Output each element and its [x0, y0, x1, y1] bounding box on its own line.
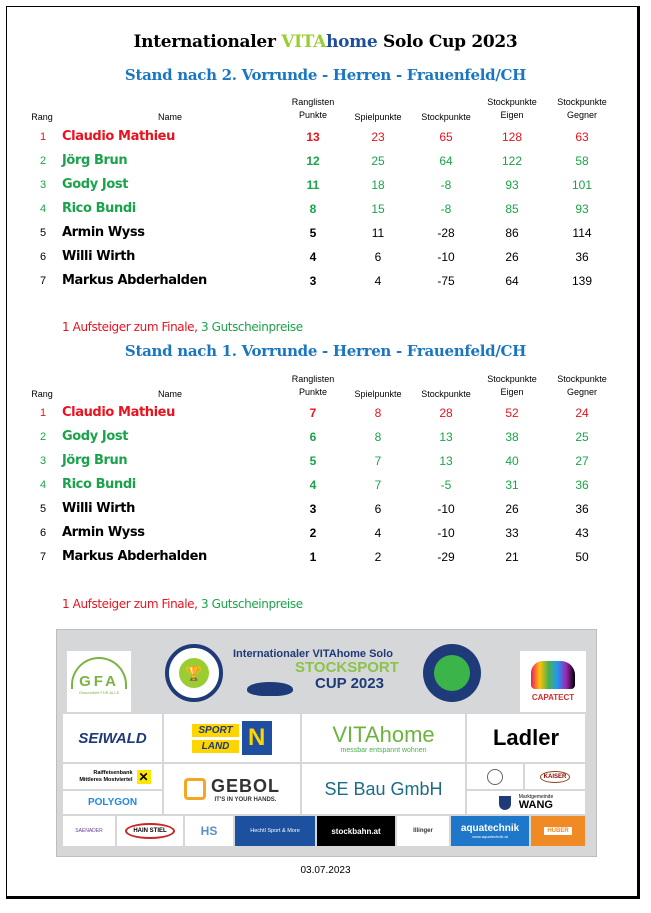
logo-se-bau: SE Bau GmbH	[302, 764, 465, 814]
rank-cell: 2	[39, 155, 47, 167]
name-cell: Claudio Mathieu	[62, 129, 175, 144]
sponsor-banner	[56, 629, 597, 857]
stockpunkte-gegner-cell: 36	[575, 502, 589, 516]
stockpunkte-gegner-cell: 139	[571, 274, 593, 288]
table-row	[0, 173, 651, 197]
note-prizes: 3 Gutscheinpreise	[201, 597, 303, 611]
logo-polygon: POLYGON	[63, 791, 162, 814]
rank-cell: 3	[39, 179, 47, 191]
rank-cell: 7	[39, 275, 47, 287]
rank-cell: 4	[39, 203, 47, 215]
spielpunkte-cell: 4	[374, 526, 382, 540]
name-cell: Willi Wirth	[62, 501, 135, 516]
logo-illinger: Illinger	[397, 816, 449, 846]
logo-gfa: GFA Gesundheit FÜR ALLE	[67, 651, 131, 712]
title-prefix: Internationaler	[133, 32, 282, 52]
col-name: Name	[157, 112, 182, 122]
gebol-g-icon	[184, 778, 206, 800]
table-row	[0, 245, 651, 269]
logo-kaiser: KAISER	[525, 764, 585, 789]
logo-hechtl: Hechtl Sport & More	[235, 816, 315, 846]
title-home: home	[326, 32, 378, 52]
stockpunkte-cell: 65	[439, 130, 453, 144]
logo-capatect: CAPATECT	[520, 651, 586, 712]
ranglisten-punkte-cell: 5	[309, 454, 317, 468]
logo-hs: HS	[185, 816, 233, 846]
name-cell: Markus Abderhalden	[62, 549, 207, 564]
table-row	[0, 497, 651, 521]
logo-stockbahn: stockbahn.at	[317, 816, 395, 846]
main-title	[0, 32, 651, 52]
logo-ladler: Ladler	[467, 714, 585, 762]
title-vita: VITA	[281, 32, 327, 52]
name-cell: Gody Jost	[62, 177, 129, 192]
table-row	[0, 197, 651, 221]
logo-aquatechnik: aquatechnik www.aquatechnik.at	[451, 816, 529, 846]
ranglisten-punkte-cell: 3	[309, 502, 317, 516]
col-stockpunkte: Stockpunkte	[421, 112, 471, 122]
spielpunkte-cell: 18	[371, 178, 385, 192]
stockpunkte-cell: -8	[440, 178, 452, 192]
col-ranglisten-punkte: Ranglisten Punkte	[291, 97, 335, 120]
col-name: Name	[157, 389, 182, 399]
wang-crest-icon	[499, 796, 511, 810]
spielpunkte-cell: 7	[374, 478, 382, 492]
stockpunkte-cell: -10	[437, 250, 455, 264]
spielpunkte-cell: 25	[371, 154, 385, 168]
col-stockpunkte-eigen: Stockpunkte Eigen	[487, 374, 537, 397]
curling-stone-icon	[247, 682, 293, 696]
table-row	[0, 425, 651, 449]
spielpunkte-cell: 8	[374, 430, 382, 444]
logo-esv-union-wang	[423, 644, 481, 702]
table-row	[0, 221, 651, 245]
spielpunkte-cell: 15	[371, 202, 385, 216]
ranglisten-punkte-cell: 8	[309, 202, 317, 216]
table-row	[0, 125, 651, 149]
noe-n-icon: N	[242, 721, 272, 755]
stockpunkte-eigen-cell: 26	[505, 250, 519, 264]
raiffeisen-icon: ✕	[138, 769, 149, 784]
spielpunkte-cell: 6	[374, 250, 382, 264]
stockpunkte-gegner-cell: 93	[575, 202, 589, 216]
stockpunkte-eigen-cell: 93	[505, 178, 519, 192]
name-cell: Rico Bundi	[62, 201, 136, 216]
stockpunkte-eigen-cell: 64	[505, 274, 519, 288]
table-row	[0, 545, 651, 569]
gfa-arc-icon	[71, 657, 127, 689]
stockpunkte-cell: 28	[439, 406, 453, 420]
table-row	[0, 269, 651, 293]
col-stockpunkte-gegner: Stockpunkte Gegner	[557, 374, 607, 397]
ranglisten-punkte-cell: 12	[306, 154, 320, 168]
table-row	[0, 473, 651, 497]
ranglisten-punkte-cell: 4	[309, 478, 317, 492]
stockpunkte-eigen-cell: 128	[501, 130, 523, 144]
name-cell: Jörg Brun	[62, 153, 128, 168]
logo-seiwald: SEIWALD	[63, 714, 162, 762]
stockpunkte-eigen-cell: 33	[505, 526, 519, 540]
stockpunkte-cell: 13	[439, 430, 453, 444]
table-row	[0, 521, 651, 545]
rank-cell: 5	[39, 227, 47, 239]
stockpunkte-gegner-cell: 43	[575, 526, 589, 540]
logo-saenader: SAENADER	[63, 816, 115, 846]
round1-subtitle: Stand nach 1. Vorrunde - Herren - Frauenfeld/CH	[124, 342, 527, 360]
stockpunkte-eigen-cell: 31	[505, 478, 519, 492]
stockpunkte-gegner-cell: 58	[575, 154, 589, 168]
ranglisten-punkte-cell: 3	[309, 274, 317, 288]
spielpunkte-cell: 11	[371, 226, 385, 240]
table-row	[0, 449, 651, 473]
rank-cell: 1	[39, 131, 47, 143]
stockpunkte-gegner-cell: 63	[575, 130, 589, 144]
note-prizes: 3 Gutscheinpreise	[201, 320, 303, 334]
stockpunkte-cell: 64	[439, 154, 453, 168]
note-finale: 1 Aufsteiger zum Finale	[62, 320, 195, 334]
esv-emblem-icon	[434, 655, 470, 691]
logo-event: Internationaler VITAhome Solo STOCKSPORT CUP 2023	[233, 648, 453, 692]
stockpunkte-eigen-cell: 85	[505, 202, 519, 216]
title-suffix: Solo Cup 2023	[377, 32, 518, 52]
stockpunkte-gegner-cell: 36	[575, 250, 589, 264]
spielpunkte-cell: 23	[371, 130, 385, 144]
stockpunkte-gegner-cell: 24	[575, 406, 589, 420]
stockpunkte-cell: -28	[437, 226, 455, 240]
ranglisten-punkte-cell: 13	[306, 130, 320, 144]
spielpunkte-cell: 6	[374, 502, 382, 516]
logo-raiffeisen: Raiffeisenbank Mittleres Mostviertel ✕	[63, 764, 162, 789]
table-row	[0, 149, 651, 173]
col-spielpunkte: Spielpunkte	[354, 112, 402, 122]
round2-note	[62, 320, 303, 334]
date: 03.07.2023	[300, 865, 351, 876]
stockpunkte-cell: -5	[440, 478, 452, 492]
rank-cell: 6	[39, 527, 47, 539]
rank-cell: 1	[39, 407, 47, 419]
ranglisten-punkte-cell: 5	[309, 226, 317, 240]
rank-cell: 2	[39, 431, 47, 443]
col-ranglisten-punkte: Ranglisten Punkte	[291, 374, 335, 397]
stockpunkte-cell: -10	[437, 526, 455, 540]
rank-cell: 6	[39, 251, 47, 263]
col-rang: Rang	[31, 389, 53, 399]
stockpunkte-eigen-cell: 40	[505, 454, 519, 468]
stockpunkte-cell: -29	[437, 550, 455, 564]
name-cell: Rico Bundi	[62, 477, 136, 492]
logo-gebol: GEBOL IT'S IN YOUR HANDS.	[164, 764, 300, 814]
stockpunkte-cell: -75	[437, 274, 455, 288]
stockpunkte-cell: -8	[440, 202, 452, 216]
col-stockpunkte-eigen: Stockpunkte Eigen	[487, 97, 537, 120]
stockpunkte-gegner-cell: 25	[575, 430, 589, 444]
name-cell: Claudio Mathieu	[62, 405, 175, 420]
stockpunkte-gegner-cell: 50	[575, 550, 589, 564]
stockpunkte-eigen-cell: 21	[505, 550, 519, 564]
stockpunkte-eigen-cell: 52	[505, 406, 519, 420]
round2-subtitle: Stand nach 2. Vorrunde - Herren - Frauenfeld/CH	[124, 66, 527, 84]
ranglisten-punkte-cell: 2	[309, 526, 317, 540]
logo-small-crest	[467, 764, 523, 789]
spielpunkte-cell: 4	[374, 274, 382, 288]
note-sep: ,	[194, 597, 202, 611]
logo-huber: HUBER	[531, 816, 585, 846]
stockpunkte-gegner-cell: 36	[575, 478, 589, 492]
stockpunkte-gegner-cell: 114	[572, 226, 592, 240]
spielpunkte-cell: 2	[374, 550, 382, 564]
rank-cell: 4	[39, 479, 47, 491]
ranglisten-punkte-cell: 1	[309, 550, 317, 564]
round1-note	[62, 597, 303, 611]
stockpunkte-eigen-cell: 122	[501, 154, 523, 168]
logo-marktgemeinde-wang: Marktgemeinde WANG	[467, 791, 585, 814]
stockpunkte-eigen-cell: 38	[505, 430, 519, 444]
stockpunkte-gegner-cell: 27	[575, 454, 589, 468]
name-cell: Gody Jost	[62, 429, 129, 444]
stockpunkte-eigen-cell: 86	[505, 226, 519, 240]
stockpunkte-cell: 13	[439, 454, 453, 468]
col-rang: Rang	[31, 112, 53, 122]
note-sep: ,	[194, 320, 202, 334]
rank-cell: 7	[39, 551, 47, 563]
logo-sportland: SPORT LAND N	[164, 714, 300, 762]
ranglisten-punkte-cell: 11	[306, 178, 320, 192]
logo-vitahome: VITAhome messbar entspannt wohnen	[302, 714, 465, 762]
name-cell: Armin Wyss	[62, 225, 145, 240]
spielpunkte-cell: 7	[374, 454, 382, 468]
note-finale: 1 Aufsteiger zum Finale	[62, 597, 195, 611]
stockpunkte-eigen-cell: 26	[505, 502, 519, 516]
ranglisten-punkte-cell: 7	[309, 406, 317, 420]
ranglisten-punkte-cell: 6	[309, 430, 317, 444]
ranglisten-punkte-cell: 4	[309, 250, 317, 264]
name-cell: Jörg Brun	[62, 453, 128, 468]
logo-hain-stiel: HAIN STIEL	[117, 816, 183, 846]
stockpunkte-cell: -10	[437, 502, 455, 516]
table-row	[0, 401, 651, 425]
col-stockpunkte-gegner: Stockpunkte Gegner	[557, 97, 607, 120]
col-spielpunkte: Spielpunkte	[354, 389, 402, 399]
logo-solo-cup-badge	[165, 644, 223, 702]
elephant-icon	[531, 661, 575, 689]
stockpunkte-gegner-cell: 101	[571, 178, 593, 192]
rank-cell: 3	[39, 455, 47, 467]
name-cell: Willi Wirth	[62, 249, 135, 264]
spielpunkte-cell: 8	[374, 406, 382, 420]
crest-icon	[487, 769, 503, 785]
name-cell: Armin Wyss	[62, 525, 145, 540]
rank-cell: 5	[39, 503, 47, 515]
trophy-icon: 🏆	[179, 658, 209, 688]
col-stockpunkte: Stockpunkte	[421, 389, 471, 399]
name-cell: Markus Abderhalden	[62, 273, 207, 288]
